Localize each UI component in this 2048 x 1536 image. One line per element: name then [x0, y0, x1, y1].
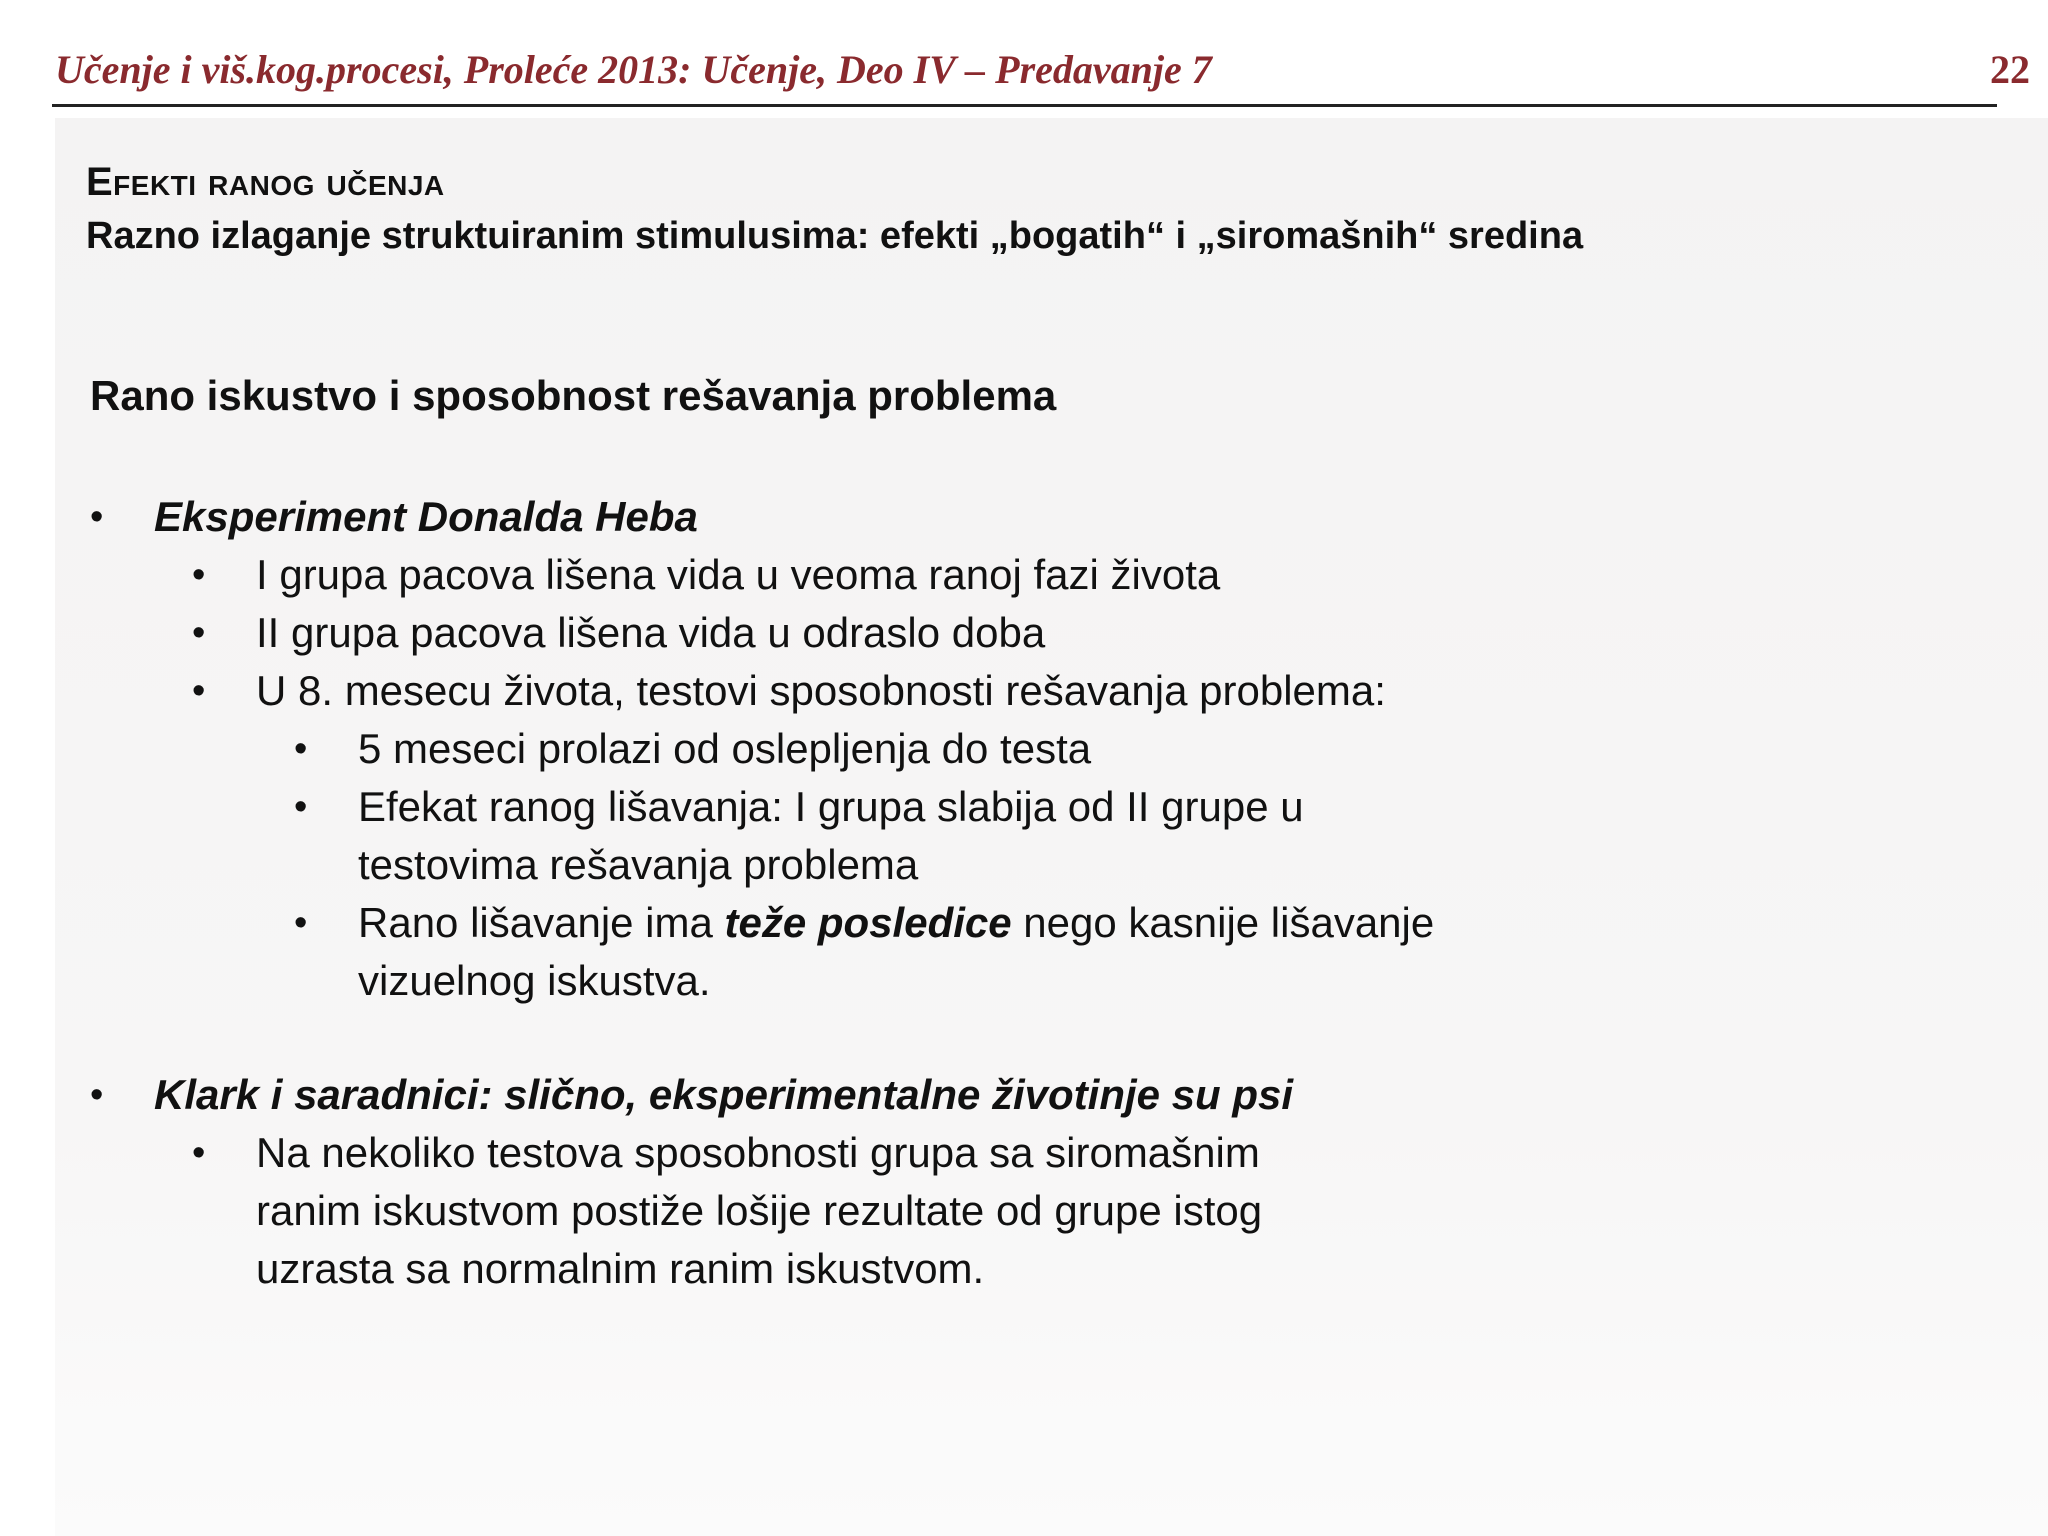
list-item [84, 778, 1428, 894]
experiment-klark-label: Klark i saradnici: slično, eksperimentalne životinje su psi [154, 1071, 1294, 1118]
bullet-list-level1 [84, 488, 1534, 546]
emphasis-text: teže posledice [724, 899, 1012, 946]
list-item [84, 546, 1534, 604]
list-item [84, 720, 1324, 778]
section-heading: Efekti ranog učenja [86, 160, 445, 204]
section-subheading: Razno izlaganje struktuiranim stimulusima: efekti „bogatih“ i „siromašnih“ sredina [86, 215, 1584, 257]
bullet-list-level1 [84, 1066, 1534, 1124]
list-item-text: 5 meseci prolazi od oslepljenja do testa [358, 725, 1092, 772]
list-item-text: I grupa pacova lišena vida u veoma ranoj fazi života [256, 551, 1221, 598]
header-title: Učenje i viš.kog.procesi, Proleće 2013: Učenje, Deo IV – Predavanje 7 [55, 47, 1212, 92]
list-item [84, 662, 1534, 720]
bullet-icon: • [294, 902, 308, 944]
slide-header [55, 40, 2030, 104]
list-item-text-suffix: nego kasnije lišavanje vizuelnog iskustva. [358, 899, 1435, 1004]
list-item-text-prefix: Rano lišavanje ima [358, 899, 725, 946]
experiment-heb-label: Eksperiment Donalda Heba [154, 493, 698, 540]
bullet-icon: • [192, 670, 206, 712]
bullet-icon: • [294, 728, 308, 770]
list-item-experiment-heb [84, 488, 1534, 546]
list-item-text: U 8. mesecu života, testovi sposobnosti rešavanja problema: [256, 667, 1386, 714]
list-item-experiment-klark [84, 1066, 1534, 1124]
bullet-icon: • [192, 1132, 206, 1174]
bullet-icon: • [294, 786, 308, 828]
list-item-text: Efekat ranog lišavanja: I grupa slabija od II grupe u testovima rešavanja problema [358, 783, 1304, 888]
list-item-text: Na nekoliko testova sposobnosti grupa sa siromašnim ranim iskustvom postiže lošije rezultate od grupe istog uzrasta sa normalnim ranim iskustvom. [256, 1129, 1263, 1292]
bullet-list-level2 [84, 546, 1534, 720]
bullet-icon: • [192, 554, 206, 596]
page-number: 22 [1990, 47, 2030, 92]
bullet-content [84, 488, 1534, 1298]
list-item [84, 894, 1538, 1010]
spacer [84, 1010, 1534, 1066]
content-title: Rano iskustvo i sposobnost rešavanja problema [90, 372, 1057, 419]
header-divider [52, 104, 1997, 107]
bullet-icon: • [90, 1074, 104, 1116]
list-item [84, 1124, 1364, 1298]
list-item [84, 604, 1534, 662]
bullet-icon: • [90, 496, 104, 538]
bullet-list-level2 [84, 1124, 1364, 1298]
bullet-icon: • [192, 612, 206, 654]
bullet-list-level3 [84, 720, 1435, 1010]
list-item-text: II grupa pacova lišena vida u odraslo doba [256, 609, 1046, 656]
